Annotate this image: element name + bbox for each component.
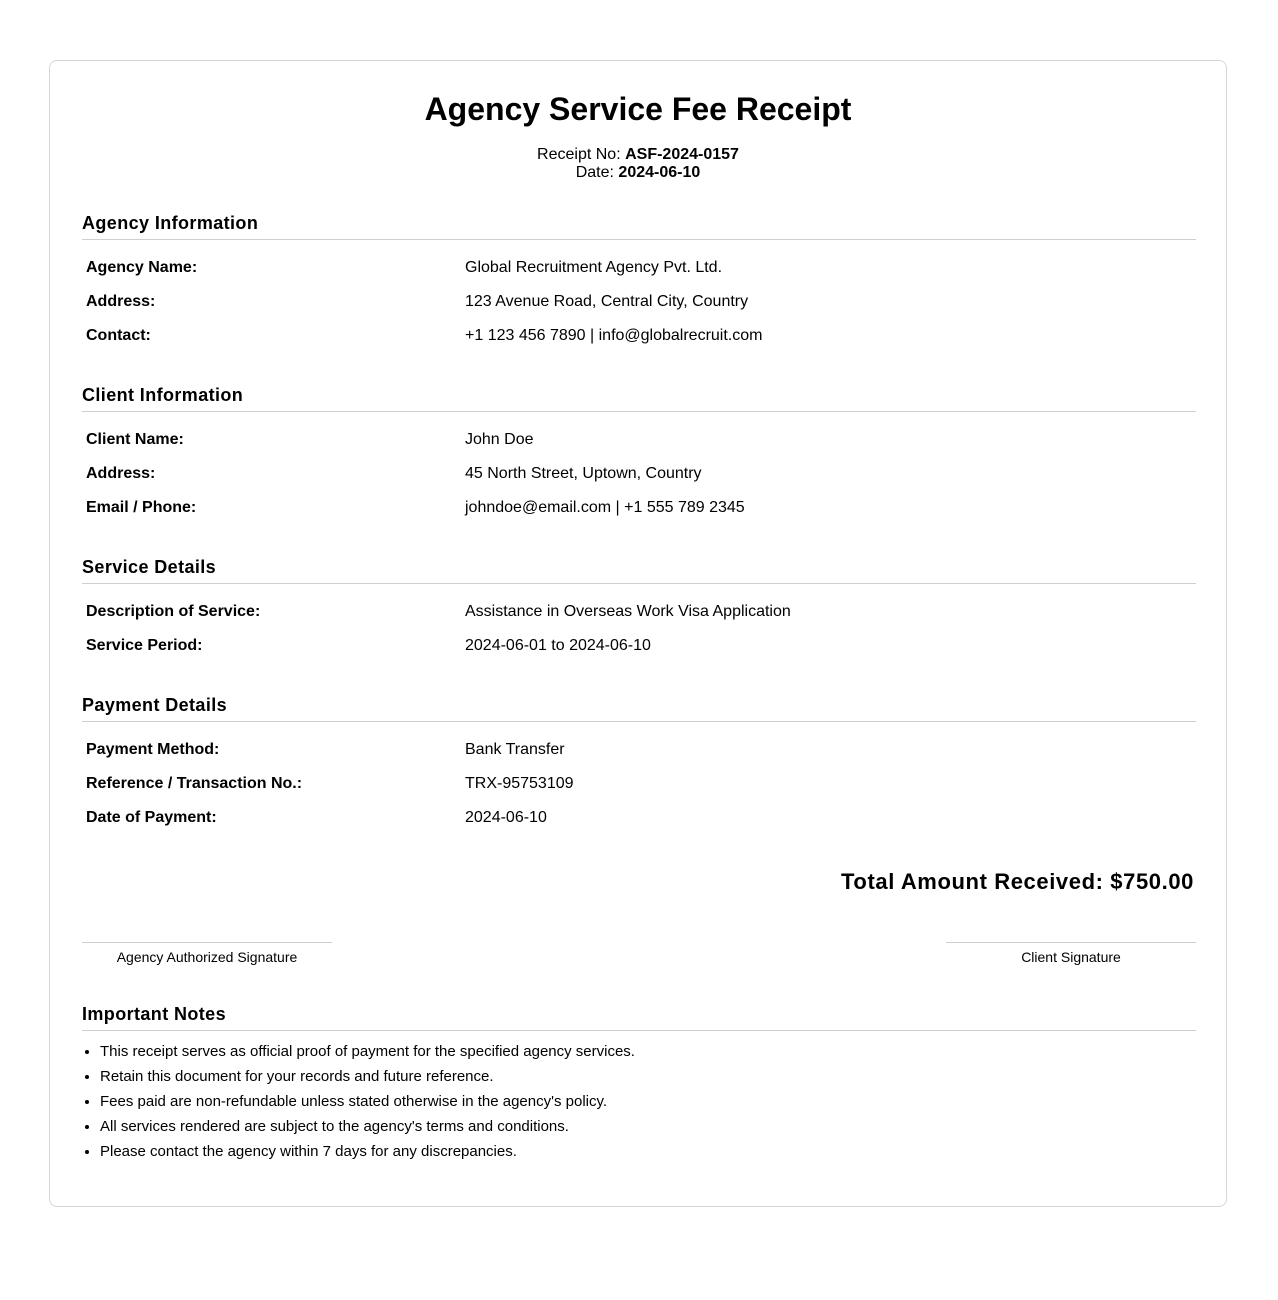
agency-contact-row: [86, 327, 1196, 347]
note-item: • Retain this document for your records and future reference.: [100, 1066, 635, 1091]
field-value: +1 123 456 7890 | info@globalrecruit.com: [465, 327, 763, 344]
payment-reference-row: [86, 775, 1196, 795]
notes-section-heading: Important Notes: [82, 1004, 1196, 1031]
field-label: Address:: [86, 465, 156, 482]
field-label: Reference / Transaction No.:: [86, 775, 303, 792]
payment-method-row: [86, 741, 1196, 761]
service-period-row: [86, 637, 1196, 657]
receipt-date: 2024-06-10: [618, 164, 701, 181]
field-label: Address:: [86, 293, 156, 310]
field-value: 45 North Street, Uptown, Country: [465, 465, 702, 482]
field-value: Assistance in Overseas Work Visa Application: [465, 603, 791, 620]
receipt-card: [49, 60, 1227, 1207]
receipt-number: ASF-2024-0157: [625, 146, 739, 163]
note-item: • This receipt serves as official proof of payment for the specified agency services.: [100, 1041, 635, 1066]
field-value: Global Recruitment Agency Pvt. Ltd.: [465, 259, 723, 276]
notes-list: [82, 1041, 635, 1166]
receipt-number-label: Receipt No:: [537, 146, 621, 163]
field-label: Service Period:: [86, 637, 203, 654]
field-value: TRX-95753109: [465, 775, 574, 792]
field-label: Payment Method:: [86, 741, 220, 758]
field-value: 2024-06-01 to 2024-06-10: [465, 637, 651, 654]
field-label: Client Name:: [86, 431, 184, 448]
agency-address-row: [86, 293, 1196, 313]
note-item: • Fees paid are non-refundable unless stated otherwise in the agency's policy.: [100, 1091, 635, 1116]
field-value: John Doe: [465, 431, 534, 448]
agency-signature-line: Agency Authorized Signature: [82, 942, 332, 965]
receipt-meta: [50, 146, 1226, 182]
payment-date-row: [86, 809, 1196, 829]
field-value: 123 Avenue Road, Central City, Country: [465, 293, 749, 310]
agency-section-heading: Agency Information: [82, 213, 1196, 240]
receipt-number-line: [50, 146, 1226, 164]
field-label: Date of Payment:: [86, 809, 217, 826]
receipt-title: Agency Service Fee Receipt: [424, 91, 852, 127]
service-description-row: [86, 603, 1196, 623]
note-item: • All services rendered are subject to the agency's terms and conditions.: [100, 1116, 635, 1141]
client-signature-line: Client Signature: [946, 942, 1196, 965]
total-amount: Total Amount Received: $750.00: [841, 869, 1194, 894]
client-address-row: [86, 465, 1196, 485]
field-label: Email / Phone:: [86, 499, 197, 516]
client-section-heading: Client Information: [82, 385, 1196, 412]
receipt-date-line: [50, 164, 1226, 182]
client-name-row: [86, 431, 1196, 451]
field-value: Bank Transfer: [465, 741, 565, 758]
field-value: johndoe@email.com | +1 555 789 2345: [465, 499, 745, 516]
field-label: Contact:: [86, 327, 151, 344]
field-label: Description of Service:: [86, 603, 261, 620]
field-value: 2024-06-10: [465, 809, 547, 826]
service-section-heading: Service Details: [82, 557, 1196, 584]
payment-section-heading: Payment Details: [82, 695, 1196, 722]
note-item: • Please contact the agency within 7 days for any discrepancies.: [100, 1141, 635, 1166]
field-label: Agency Name:: [86, 259, 198, 276]
agency-name-row: [86, 259, 1196, 279]
receipt-date-label: Date:: [575, 164, 614, 181]
client-contact-row: [86, 499, 1196, 519]
